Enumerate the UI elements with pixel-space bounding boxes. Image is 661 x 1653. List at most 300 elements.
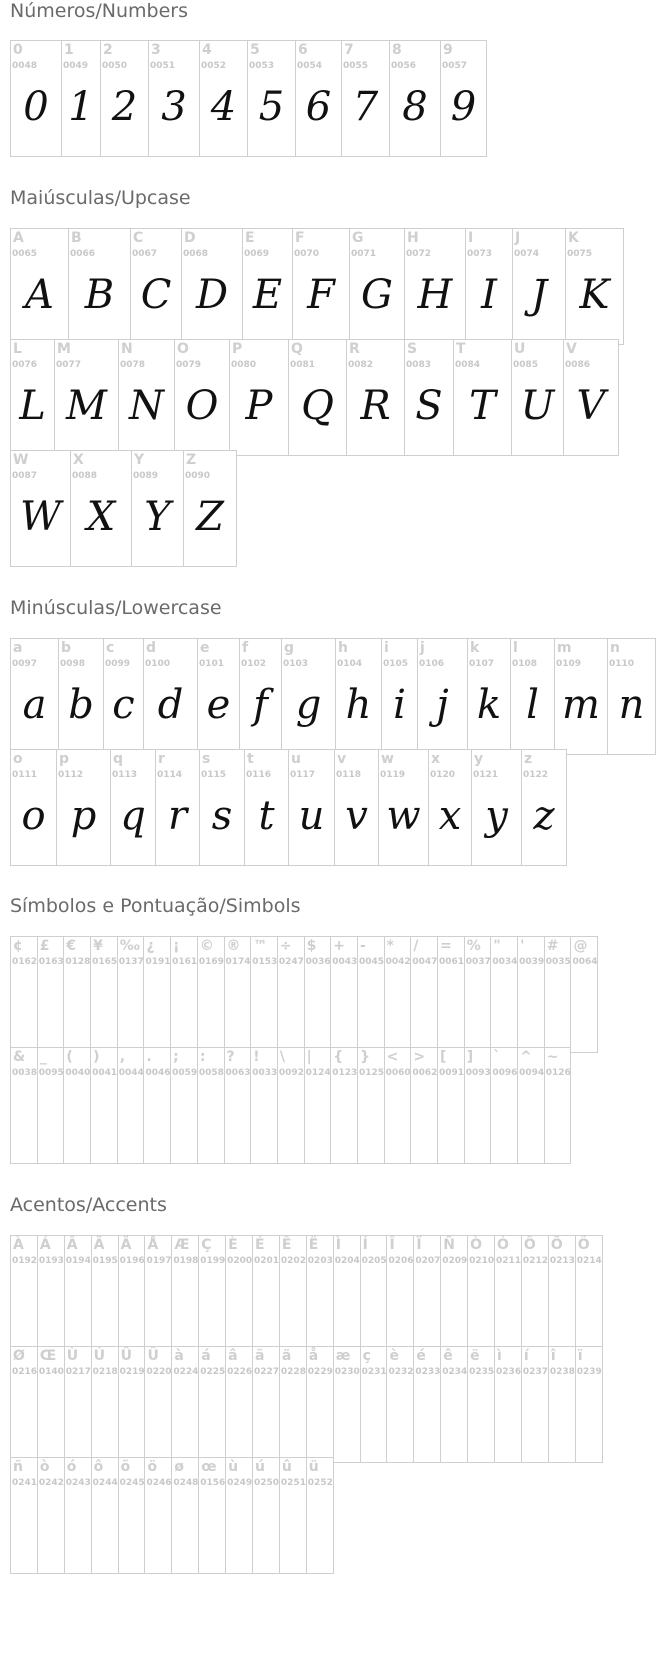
glyph-character-label: Ó [497,1237,509,1253]
glyph-cell [10,1457,38,1574]
glyph-character-label: A [13,230,24,246]
glyph-cell [306,1235,334,1352]
glyph-cell [413,1346,441,1463]
glyph-cell [494,1346,522,1463]
glyph-character-label: ) [93,1049,100,1065]
glyph-cell [117,936,145,1053]
glyph-cell [199,40,248,157]
glyph-code-label: 0040 [65,1068,91,1078]
glyph-cell [63,1047,91,1164]
glyph-cell [288,339,347,456]
glyph-character-label: c [106,640,115,656]
glyph-cell [548,1235,576,1352]
glyph-cell [357,936,385,1053]
glyph-character-label: q [113,751,124,767]
glyph-preview: r [167,793,188,839]
glyph-preview: x [438,793,462,839]
glyph-code-label: 0126 [545,1068,571,1078]
glyph-character-label: ¡ [173,938,180,954]
glyph-code-label: 0234 [442,1367,468,1377]
glyph-code-label: 0112 [58,770,84,780]
glyph-character-label: Ò [470,1237,483,1253]
glyph-preview: 5 [258,84,285,130]
glyph-character-label: ñ [13,1459,23,1475]
glyph-character-label: e [200,640,210,656]
glyph-code-label: 0116 [246,770,272,780]
glyph-code-label: 0102 [241,659,267,669]
glyph-character-label: ç [362,1348,371,1364]
glyph-code-label: 0229 [307,1367,333,1377]
glyph-character-label: Ø [13,1348,25,1364]
glyph-character-label: h [338,640,348,656]
glyph-character-label: Ñ [443,1237,455,1253]
glyph-character-label: é [416,1348,426,1364]
glyph-code-label: 0079 [176,360,202,370]
glyph-cell [170,936,198,1053]
glyph-cell [199,749,245,866]
glyph-preview: Y [144,494,171,540]
glyph-preview: m [562,682,600,728]
glyph-character-label: È [228,1237,238,1253]
glyph-cell [349,228,405,345]
glyph-code-label: 0227 [254,1367,280,1377]
glyph-cell [118,1235,146,1352]
glyph-code-label: 0083 [406,360,432,370]
accents-section-title: Acentos/Accents [10,1194,167,1216]
glyph-code-label: 0082 [348,360,374,370]
glyph-cell [197,936,225,1053]
glyph-code-label: 0060 [385,1068,411,1078]
glyph-code-label: 0034 [492,957,518,967]
glyph-cell [37,1235,65,1352]
glyph-code-label: 0115 [201,770,227,780]
glyph-preview: 1 [68,84,94,130]
glyph-code-label: 0123 [332,1068,358,1078]
glyph-preview: 0 [23,84,49,130]
glyph-character-label: i [384,640,389,656]
glyph-code-label: 0194 [65,1256,91,1266]
glyph-character-label: & [13,1049,26,1065]
glyph-code-label: 0225 [200,1367,226,1377]
glyph-character-label: K [568,230,579,246]
glyph-code-label: 0203 [307,1256,333,1266]
glyph-cell [554,638,608,755]
glyph-character-label: ô [93,1459,104,1475]
glyph-cell [37,936,65,1053]
glyph-character-label: ì [497,1348,502,1364]
glyph-cell [471,749,522,866]
glyph-cell [252,1235,280,1352]
glyph-code-label: 0056 [391,61,417,71]
glyph-code-label: 0105 [383,659,409,669]
glyph-character-label: - [359,938,366,954]
glyph-code-label: 0128 [65,957,91,967]
glyph-cell [252,1346,280,1463]
glyph-code-label: 0058 [198,1068,224,1078]
glyph-character-label: $ [306,938,317,954]
glyph-cell [440,1346,468,1463]
glyph-code-label: 0118 [336,770,362,780]
accents-row [10,1235,603,1352]
glyph-cell [279,1457,307,1574]
glyph-cell [244,749,289,866]
glyph-cell [103,638,144,755]
glyph-character-label: ` [493,1049,501,1065]
glyph-preview: D [195,272,229,318]
glyph-preview: g [295,682,322,728]
glyph-code-label: 0163 [38,957,64,967]
glyph-code-label: 0043 [332,957,358,967]
glyph-character-label: á [201,1348,211,1364]
glyph-code-label: 0046 [145,1068,171,1078]
glyph-character-label: æ [335,1348,351,1364]
glyph-preview: o [21,793,46,839]
glyph-character-label: N [121,341,133,357]
glyph-cell [143,936,171,1053]
glyph-cell [183,450,237,567]
glyph-preview: Z [196,494,224,540]
glyph-cell [250,1047,278,1164]
glyph-preview: c [112,682,135,728]
glyph-cell [413,1235,441,1352]
glyph-code-label: 0174 [225,957,251,967]
upcase-row [10,228,624,345]
glyph-code-label: 0111 [12,770,38,780]
glyph-cell [360,1235,388,1352]
glyph-cell [91,1346,119,1463]
glyph-code-label: 0077 [56,360,82,370]
glyph-code-label: 0251 [280,1478,306,1488]
glyph-cell [417,638,468,755]
glyph-cell [37,1457,65,1574]
glyph-cell [440,1235,468,1352]
glyph-code-label: 0061 [439,957,465,967]
glyph-code-label: 0211 [496,1256,522,1266]
glyph-cell [252,1457,280,1574]
glyph-character-label: î [550,1348,556,1364]
glyph-preview: h [345,682,372,728]
glyph-code-label: 0241 [12,1478,38,1488]
glyph-code-label: 0156 [200,1478,226,1488]
glyph-cell [381,638,418,755]
glyph-character-label: [ [440,1049,447,1065]
glyph-code-label: 0095 [38,1068,64,1078]
glyph-code-label: 0080 [231,360,257,370]
glyph-character-label: ê [443,1348,453,1364]
glyph-code-label: 0047 [412,957,438,967]
glyph-cell [464,936,492,1053]
glyph-preview: J [530,272,548,318]
glyph-code-label: 0218 [92,1367,118,1377]
glyph-character-label: ! [253,1049,260,1065]
glyph-preview: H [417,272,453,318]
glyph-cell [100,40,149,157]
glyph-character-label: ã [255,1348,265,1364]
glyph-character-label: Ö [577,1237,590,1253]
glyph-code-label: 0244 [92,1478,118,1488]
glyph-character-label: s [202,751,211,767]
glyph-code-label: 0252 [307,1478,333,1488]
glyph-cell [279,1346,307,1463]
glyph-character-label: O [177,341,189,357]
glyph-cell [64,1457,92,1574]
glyph-code-label: 0210 [469,1256,495,1266]
glyph-preview: O [185,383,219,429]
glyph-character-label: , [119,1049,126,1065]
glyph-cell [10,1346,38,1463]
glyph-cell [490,1047,518,1164]
glyph-character-label: Æ [174,1237,190,1253]
glyph-code-label: 0089 [133,471,159,481]
glyph-character-label: ~ [546,1049,559,1065]
glyph-code-label: 0033 [252,1068,278,1078]
glyph-code-label: 0066 [70,249,96,259]
glyph-code-label: 0062 [412,1068,438,1078]
glyph-cell [10,339,55,456]
glyph-cell [170,1047,198,1164]
glyph-code-label: 0153 [252,957,278,967]
glyph-character-label: f [242,640,249,656]
glyph-code-label: 0078 [120,360,146,370]
glyph-character-label: ú [255,1459,265,1475]
glyph-code-label: 0048 [12,61,38,71]
glyph-code-label: 0076 [12,360,38,370]
glyph-code-label: 0140 [38,1367,64,1377]
glyph-character-label: C [133,230,144,246]
upcase-row [10,450,237,567]
glyph-character-label: E [245,230,255,246]
glyph-character-label: p [59,751,70,767]
glyph-character-label: G [352,230,364,246]
glyph-character-label: Z [186,452,197,468]
glyph-character-label: : [199,1049,206,1065]
glyph-character-label: a [13,640,23,656]
glyph-character-label: 1 [64,42,74,58]
glyph-preview: w [386,793,421,839]
glyph-code-label: 0228 [280,1367,306,1377]
glyph-cell [490,936,518,1053]
glyph-character-label: W [13,452,29,468]
glyph-code-label: 0063 [225,1068,251,1078]
glyph-preview: X [86,494,116,540]
glyph-code-label: 0137 [118,957,144,967]
glyph-code-label: 0239 [576,1367,602,1377]
glyph-cell [225,1346,253,1463]
glyph-cell [58,638,104,755]
glyph-code-label: 0199 [200,1256,226,1266]
glyph-character-label: 6 [298,42,308,58]
glyph-cell [404,339,454,456]
glyph-character-label: 5 [250,42,260,58]
glyph-character-label: ù [228,1459,239,1475]
glyph-code-label: 0085 [513,360,539,370]
glyph-code-label: 0081 [290,360,316,370]
glyph-cell [357,1047,385,1164]
glyph-cell [277,1047,305,1164]
glyph-character-label: S [407,341,418,357]
glyph-code-label: 0119 [380,770,406,780]
glyph-code-label: 0050 [102,61,128,71]
glyph-character-label: < [386,1049,399,1065]
glyph-code-label: 0101 [199,659,225,669]
glyph-cell [118,1346,146,1463]
glyph-cell [306,1346,334,1463]
glyph-preview: l [526,682,539,728]
glyph-character-label: 8 [392,42,402,58]
glyph-character-label: Å [147,1237,159,1253]
glyph-character-label: # [546,938,559,954]
glyph-cell [10,936,38,1053]
glyph-cell [37,1047,65,1164]
glyph-character-label: k [470,640,480,656]
glyph-character-label: ™ [253,938,268,954]
glyph-character-label: \ [279,1049,285,1065]
glyph-cell [437,936,465,1053]
glyph-code-label: 0086 [565,360,591,370]
glyph-code-label: 0091 [439,1068,465,1078]
glyph-character-label: Î [389,1237,395,1253]
glyph-code-label: 0071 [351,249,377,259]
glyph-preview: i [393,682,406,728]
glyph-character-label: 3 [151,42,161,58]
glyph-character-label: ; [173,1049,179,1065]
glyph-code-label: 0036 [305,957,331,967]
glyph-character-label: è [389,1348,399,1364]
glyph-cell [91,1235,119,1352]
glyph-code-label: 0070 [294,249,320,259]
glyph-character-label: { [333,1049,344,1065]
glyph-code-label: 0238 [549,1367,575,1377]
glyph-code-label: 0117 [290,770,316,780]
glyph-preview: L [19,383,46,429]
glyph-character-label: o [13,751,23,767]
glyph-cell [224,1047,252,1164]
glyph-character-label: I [468,230,474,246]
glyph-code-label: 0113 [112,770,138,780]
glyph-code-label: 0242 [38,1478,64,1488]
glyph-cell [143,1047,171,1164]
glyph-character-label: à [174,1348,184,1364]
glyph-character-label: Ç [201,1237,212,1253]
glyph-preview: s [211,793,233,839]
glyph-cell [171,1346,199,1463]
glyph-cell [197,1047,225,1164]
glyph-code-label: 0093 [465,1068,491,1078]
glyph-preview: C [140,272,172,318]
glyph-code-label: 0217 [65,1367,91,1377]
glyph-code-label: 0073 [467,249,493,259]
glyph-character-label: ë [470,1348,480,1364]
glyph-code-label: 0165 [92,957,118,967]
glyph-preview: b [68,682,94,728]
glyph-cell [467,638,511,755]
glyph-character-label: X [73,452,84,468]
glyph-character-label: 0 [13,42,23,58]
glyph-code-label: 0169 [198,957,224,967]
glyph-character-label: ï [577,1348,583,1364]
glyph-code-label: 0088 [72,471,98,481]
glyph-character-label: D [184,230,196,246]
glyph-cell [453,339,512,456]
glyph-code-label: 0098 [60,659,86,669]
glyph-code-label: 0213 [549,1256,575,1266]
glyph-preview: f [253,682,268,728]
glyph-character-label: Ã [93,1237,105,1253]
glyph-cell [607,638,656,755]
glyph-character-label: 4 [202,42,212,58]
glyph-cell [130,228,182,345]
glyph-preview: k [476,682,502,728]
glyph-cell [330,936,358,1053]
glyph-character-label: Á [39,1237,51,1253]
glyph-cell [131,450,184,567]
glyph-code-label: 0103 [283,659,309,669]
glyph-code-label: 0202 [280,1256,306,1266]
glyph-preview: P [245,383,273,429]
glyph-cell [10,1047,38,1164]
glyph-character-label: Ë [308,1237,319,1253]
glyph-code-label: 0090 [185,471,211,481]
glyph-character-label: d [146,640,157,656]
glyph-character-label: â [228,1348,238,1364]
glyph-code-label: 0206 [388,1256,414,1266]
glyph-cell [37,1346,65,1463]
glyph-code-label: 0204 [334,1256,360,1266]
glyph-code-label: 0207 [415,1256,441,1266]
glyph-code-label: 0096 [492,1068,518,1078]
glyph-code-label: 0198 [173,1256,199,1266]
glyph-cell [292,228,350,345]
glyph-cell [198,1235,226,1352]
glyph-code-label: 0100 [145,659,171,669]
glyph-character-label: ^ [520,1049,532,1065]
glyph-code-label: 0094 [519,1068,545,1078]
glyph-character-label: U [514,341,526,357]
glyph-cell [64,1346,92,1463]
glyph-code-label: 0214 [576,1256,602,1266]
glyph-character-label: j [420,640,425,656]
glyph-character-label: Ú [93,1348,106,1364]
glyph-character-label: Û [120,1348,132,1364]
glyph-cell [281,638,336,755]
glyph-character-label: m [557,640,572,656]
glyph-preview: G [361,272,393,318]
glyph-character-label: Ì [335,1237,341,1253]
glyph-code-label: 0074 [514,249,540,259]
glyph-code-label: 0248 [173,1478,199,1488]
upcase-row [10,339,619,456]
glyph-preview: N [129,383,164,429]
glyph-cell [304,936,332,1053]
glyph-character-label: Ê [281,1237,292,1253]
glyph-code-label: 0097 [12,659,38,669]
glyph-code-label: 0052 [201,61,227,71]
glyph-cell [511,339,564,456]
glyph-cell [521,749,567,866]
glyph-cell [10,749,57,866]
glyph-cell [334,749,379,866]
glyph-character-label: P [232,341,243,357]
glyph-cell [225,1235,253,1352]
glyph-character-label: © [199,938,214,954]
lowercase-row [10,638,656,755]
glyph-cell [68,228,131,345]
glyph-preview: e [206,682,231,728]
glyph-cell [63,936,91,1053]
glyph-cell [304,1047,332,1164]
glyph-cell [467,1346,495,1463]
glyph-character-label: F [295,230,305,246]
